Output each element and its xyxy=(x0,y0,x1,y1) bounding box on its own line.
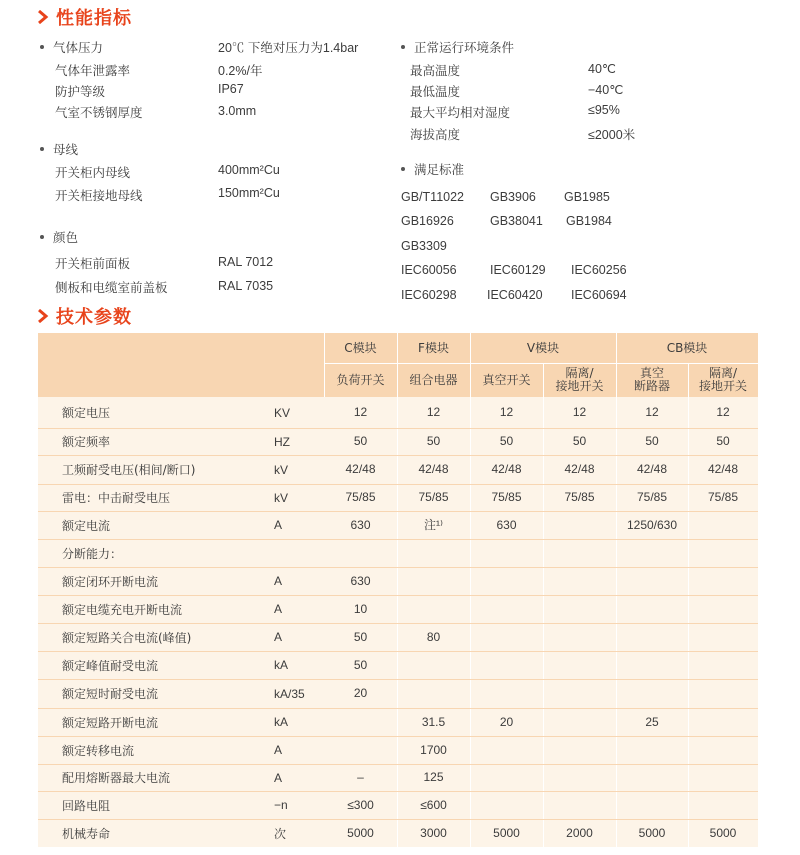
table-cell: 12 xyxy=(572,405,587,419)
row-unit: A xyxy=(274,602,283,616)
row-unit: kA xyxy=(274,658,289,672)
table-cell: 125 xyxy=(423,770,444,784)
spec-value: 150mm²Cu xyxy=(218,186,280,200)
standard-item: IEC60256 xyxy=(571,263,627,277)
table-cell: 注¹⁾ xyxy=(424,517,443,532)
bullet-dot xyxy=(401,167,405,171)
standard-item: GB3906 xyxy=(490,190,536,204)
row-label: 额定短路关合电流(峰值) xyxy=(62,630,192,645)
gas-heading: 气体压力 xyxy=(40,38,103,56)
row-label: 额定闭环开断电流 xyxy=(62,574,159,589)
row-label: 工频耐受电压(相间/断口) xyxy=(62,463,196,477)
table-cell: 50 xyxy=(426,434,441,448)
row-label: 额定转移电流 xyxy=(62,743,135,758)
table-cell: 50 xyxy=(353,657,368,672)
row-label: 额定频率 xyxy=(62,435,111,449)
spec-value: 0.2%/年 xyxy=(218,64,263,78)
table-cell: 31.5 xyxy=(421,714,446,729)
standard-item: IEC60694 xyxy=(571,288,627,302)
table-cell: 12 xyxy=(716,405,730,419)
table-cell: 42/48 xyxy=(418,462,449,476)
standard-item: IEC60420 xyxy=(487,288,543,302)
busbar-heading: 母线 xyxy=(40,140,78,158)
row-unit: HZ xyxy=(274,434,290,449)
row-unit: A xyxy=(274,518,283,532)
table-cell: 5000 xyxy=(709,825,737,840)
column-subheader: 隔离/ 接地开关 xyxy=(555,366,604,393)
spec-label: 开关柜接地母线 xyxy=(55,188,143,203)
column-subheader: 隔离/ 接地开关 xyxy=(698,366,747,393)
column-group-header: F模块 xyxy=(418,340,449,355)
table-cell: 42/48 xyxy=(707,462,739,476)
spec-label: 气室不锈钢厚度 xyxy=(55,105,143,120)
spec-label: 防护等级 xyxy=(55,84,106,99)
env-heading: 正常运行环境条件 xyxy=(401,38,514,56)
column-group-header: V模块 xyxy=(526,340,560,355)
row-unit: A xyxy=(274,743,283,757)
spec-label: 最低温度 xyxy=(410,84,461,99)
table-cell: 50 xyxy=(353,434,368,448)
table-cell: 10 xyxy=(353,601,368,616)
table-cell: 75/85 xyxy=(707,490,739,504)
table-cell: 50 xyxy=(353,629,368,644)
table-cell: 25 xyxy=(645,714,659,729)
section-title-tech-params xyxy=(36,303,132,329)
table-cell: 75/85 xyxy=(564,490,595,504)
table-cell: 5000 xyxy=(347,825,374,840)
column-subheader: 负荷开关 xyxy=(336,372,385,387)
row-unit: A xyxy=(274,770,283,785)
spec-value: 400mm²Cu xyxy=(218,163,280,177)
spec-value: 40℃ xyxy=(588,62,616,76)
table-cell: 75/85 xyxy=(636,490,668,504)
table-cell: ≤600 xyxy=(420,797,447,812)
table-cell: 12 xyxy=(426,405,441,419)
spec-label: 侧板和电缆室前盖板 xyxy=(55,280,168,295)
table-cell: 630 xyxy=(350,517,371,532)
spec-label: 最大平均相对湿度 xyxy=(410,105,511,120)
standard-item: GB16926 xyxy=(401,214,454,228)
row-unit: kA xyxy=(274,715,289,729)
spec-value: RAL 7035 xyxy=(218,279,274,293)
bullet-dot xyxy=(40,45,44,49)
row-label: 雷电：中击耐受电压 xyxy=(62,491,171,505)
standard-item: GB1984 xyxy=(566,214,612,228)
section-title-text: 性能指标 xyxy=(56,8,132,29)
row-label: 额定短时耐受电流 xyxy=(62,687,159,701)
bullet-dot xyxy=(401,45,405,49)
spec-value: ≤95% xyxy=(588,103,620,117)
table-cell: 5000 xyxy=(638,825,666,840)
standard-item: GB3309 xyxy=(401,239,447,253)
table-cell: 630 xyxy=(496,517,517,532)
column-group-header: CB模块 xyxy=(666,340,708,355)
table-cell: 80 xyxy=(426,629,441,644)
row-label: 额定电流 xyxy=(62,518,111,533)
row-unit: kV xyxy=(274,490,289,505)
spec-value: ≤2000米 xyxy=(588,128,636,142)
tech-params-table xyxy=(38,333,758,847)
color-heading: 颜色 xyxy=(40,228,78,246)
table-cell: 42/48 xyxy=(636,462,668,476)
table-cell: 12 xyxy=(353,405,368,419)
chevron-right-icon xyxy=(36,10,50,24)
row-unit: kV xyxy=(274,462,289,477)
row-label: 额定峰值耐受电流 xyxy=(62,658,159,673)
table-cell: 20 xyxy=(499,714,514,729)
section-title-text: 技术参数 xyxy=(56,307,132,328)
row-label: 机械寿命 xyxy=(62,826,111,841)
section-title-performance xyxy=(36,4,132,30)
row-label: 回路电阻 xyxy=(62,798,111,813)
spec-label: 最高温度 xyxy=(410,63,461,78)
row-unit: −n xyxy=(274,798,288,812)
table-cell: 20 xyxy=(353,686,368,700)
standard-item: GB1985 xyxy=(564,190,610,204)
bullet-dot xyxy=(40,235,44,239)
table-cell: 3000 xyxy=(420,825,447,840)
spec-label: 开关柜前面板 xyxy=(55,256,131,271)
table-cell: 50 xyxy=(716,434,730,448)
column-subheader: 组合电器 xyxy=(409,372,458,387)
row-unit: A xyxy=(274,630,283,644)
row-unit: kA/35 xyxy=(274,686,305,701)
spec-value: IP67 xyxy=(218,82,244,96)
spec-label: 海拔高度 xyxy=(410,127,461,142)
table-cell: 75/85 xyxy=(491,490,522,504)
table-cell: 12 xyxy=(499,405,514,419)
table-cell: 42/48 xyxy=(491,462,522,476)
table-cell: 42/48 xyxy=(564,462,595,476)
row-label: 分断能力： xyxy=(62,546,123,561)
standard-item: IEC60056 xyxy=(401,263,457,277)
spec-label: 气体年泄露率 xyxy=(55,63,131,78)
column-subheader: 真空 断路器 xyxy=(633,366,670,393)
row-unit: KV xyxy=(274,405,291,420)
bullet-dot xyxy=(40,147,44,151)
table-cell: ≤300 xyxy=(347,797,374,812)
row-label: 额定电缆充电开断电流 xyxy=(62,602,183,617)
table-cell: 630 xyxy=(350,573,371,588)
table-cell: 75/85 xyxy=(418,490,449,504)
column-group-header: C模块 xyxy=(344,340,377,355)
standard-item: GB/T11022 xyxy=(401,190,465,204)
table-cell: 12 xyxy=(645,405,659,419)
gas-heading-value: 20℃ 下绝对压力为1.4bar xyxy=(218,41,359,55)
spec-value: −40℃ xyxy=(588,83,624,97)
standard-item: IEC60129 xyxy=(490,263,546,277)
row-unit: A xyxy=(274,574,283,588)
spec-value: 3.0mm xyxy=(218,104,257,118)
row-label: 额定电压 xyxy=(62,406,111,420)
table-cell: 1700 xyxy=(420,742,447,757)
spec-value: RAL 7012 xyxy=(218,255,274,269)
table-cell: 50 xyxy=(572,434,587,448)
row-label: 配用熔断器最大电流 xyxy=(62,771,171,785)
table-cell: – xyxy=(357,770,364,784)
table-cell: 2000 xyxy=(566,825,593,840)
table-cell: 50 xyxy=(499,434,514,448)
table-cell: 50 xyxy=(645,434,659,448)
standard-item: IEC60298 xyxy=(401,288,457,302)
spec-label: 开关柜内母线 xyxy=(55,165,131,180)
standard-item: GB38041 xyxy=(490,214,543,228)
table-cell: 75/85 xyxy=(345,490,376,504)
standards-heading: 满足标准 xyxy=(401,160,464,178)
row-unit: 次 xyxy=(274,826,287,841)
row-divider xyxy=(38,539,758,540)
table-cell: 5000 xyxy=(493,825,520,840)
column-subheader: 真空开关 xyxy=(482,372,531,387)
table-cell: 42/48 xyxy=(345,462,376,476)
row-label: 额定短路开断电流 xyxy=(62,715,159,730)
chevron-right-icon xyxy=(36,309,50,323)
table-cell: 1250/630 xyxy=(626,517,678,532)
